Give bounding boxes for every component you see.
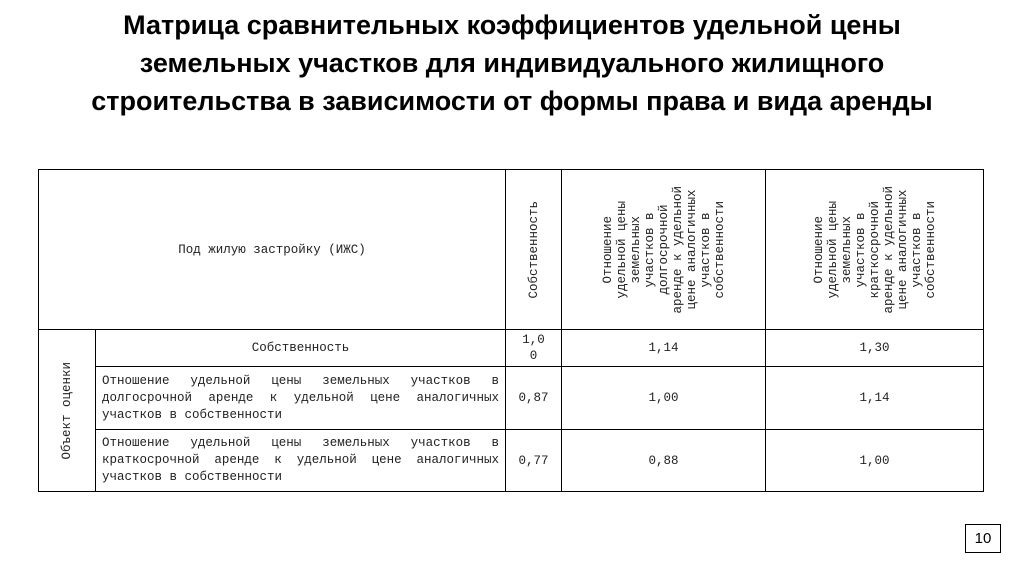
table-row: [39, 430, 984, 492]
title-line-3: строительства в зависимости от формы права и вида аренды: [91, 86, 933, 116]
value-cell: 1,30: [766, 330, 984, 367]
slide-title: [20, 6, 1004, 120]
corner-header-cell: [39, 170, 506, 330]
corner-label: Под жилую застройку (ИЖС): [178, 242, 366, 257]
row-group-cell: [39, 330, 96, 492]
coefficient-matrix-table: [38, 169, 984, 492]
column-header-ownership: [506, 170, 562, 330]
column-header-long-term-lease-text: Отношение удельной цены земельных участков в долгосрочной аренде к удельной цене аналогичных участков в собственности: [600, 185, 727, 314]
row-label-short-term-lease: Отношение удельной цены земельных участков в краткосрочной аренде к удельной цене аналогичных участков в собственности: [96, 430, 506, 492]
title-line-2: земельных участков для индивидуального жилищного: [139, 48, 885, 78]
value-cell: 1,00: [562, 367, 766, 430]
title-line-1: Матрица сравнительных коэффициентов удельной цены: [123, 10, 901, 40]
table-row: [39, 330, 984, 367]
value-cell: 0,77: [506, 430, 562, 492]
value-cell: 1,00: [766, 430, 984, 492]
row-label-long-term-lease: Отношение удельной цены земельных участков в долгосрочной аренде к удельной цене аналогичных участков в собственности: [96, 367, 506, 430]
page-number: 10: [965, 524, 1001, 553]
value-cell: 1,14: [766, 367, 984, 430]
header-row: [39, 170, 984, 330]
row-group-label: Объект оценки: [60, 361, 74, 460]
row-label-ownership: Собственность: [96, 330, 506, 367]
value-cell: 1,14: [562, 330, 766, 367]
value-cell: 0,88: [562, 430, 766, 492]
value-cell: 0,87: [506, 367, 562, 430]
table-row: [39, 367, 984, 430]
column-header-long-term-lease: [562, 170, 766, 330]
column-header-short-term-lease-text: Отношение удельной цены земельных участков в краткосрочной аренде к удельной цене аналогичных участков в собственности: [811, 185, 938, 314]
column-header-short-term-lease: [766, 170, 984, 330]
value-cell: 1,0 0: [506, 330, 562, 367]
column-header-ownership-text: Собственность: [526, 200, 541, 299]
